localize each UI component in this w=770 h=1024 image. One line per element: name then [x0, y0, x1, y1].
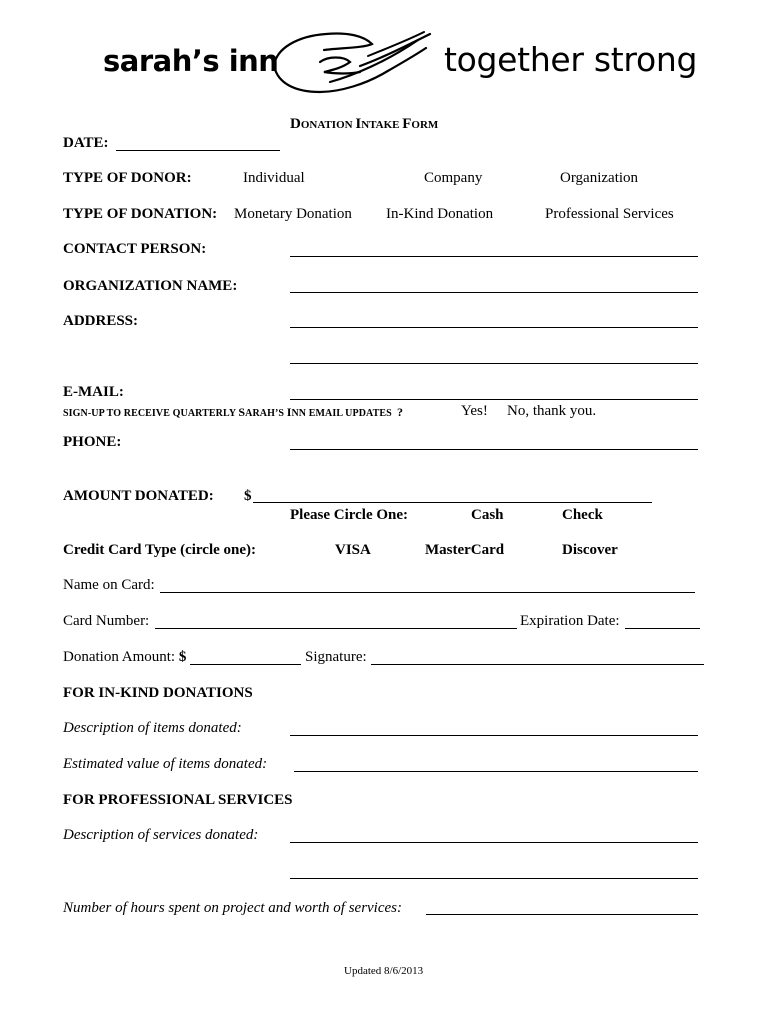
signature-label: Signature: [305, 649, 367, 665]
organization-name-field[interactable] [290, 292, 698, 293]
inkind-description-label: Description of items donated: [63, 720, 242, 736]
signup-option-yes[interactable]: Yes! [461, 403, 488, 419]
phone-label: PHONE: [63, 434, 122, 450]
expiration-date-field[interactable] [625, 628, 700, 629]
donor-option-individual[interactable]: Individual [243, 170, 305, 186]
logo-tagline: together strong [444, 40, 698, 79]
hands-logo-icon [268, 26, 438, 98]
donor-option-company[interactable]: Company [424, 170, 483, 186]
donor-type-label: TYPE OF DONOR: [63, 170, 192, 186]
inkind-description-field[interactable] [290, 735, 698, 736]
signup-option-no[interactable]: No, thank you. [507, 403, 597, 419]
expiration-date-label: Expiration Date: [520, 613, 620, 629]
contact-person-field[interactable] [290, 256, 698, 257]
donor-option-organization[interactable]: Organization [560, 170, 639, 186]
signature-field[interactable] [371, 664, 704, 665]
card-option-discover[interactable]: Discover [562, 542, 618, 558]
hours-worth-field[interactable] [426, 914, 698, 915]
amount-dollar-sign: $ [244, 488, 252, 504]
email-label: E-MAIL: [63, 384, 124, 400]
hours-worth-label: Number of hours spent on project and worth of services: [63, 900, 403, 916]
contact-person-label: CONTACT PERSON: [63, 241, 207, 257]
payment-option-check[interactable]: Check [562, 507, 603, 523]
email-field[interactable] [290, 399, 698, 400]
amount-donated-label: AMOUNT DONATED: [63, 488, 214, 504]
inkind-value-field[interactable] [294, 771, 698, 772]
donation-type-label: TYPE OF DONATION: [63, 206, 218, 222]
credit-card-type-label: Credit Card Type (circle one): [63, 542, 257, 558]
circle-one-label: Please Circle One: [290, 507, 409, 523]
payment-option-cash[interactable]: Cash [471, 507, 504, 523]
inkind-heading: FOR IN-KIND DONATIONS [63, 685, 253, 701]
address-label: ADDRESS: [63, 313, 139, 329]
donation-option-monetary[interactable]: Monetary Donation [234, 206, 352, 222]
date-field[interactable] [116, 150, 280, 151]
date-label: DATE: [63, 135, 109, 151]
services-description-field-line2[interactable] [290, 878, 698, 879]
card-option-mastercard[interactable]: MasterCard [425, 542, 505, 558]
newsletter-signup-label: SIGN-UP TO RECEIVE QUARTERLY SARAH’S INN EMAIL UPDATES ? [63, 405, 404, 419]
form-title: DONATION INTAKE FORM [290, 116, 439, 132]
card-number-label: Card Number: [63, 613, 150, 629]
address-field-line1[interactable] [290, 327, 698, 328]
inkind-value-label: Estimated value of items donated: [63, 756, 268, 772]
card-number-field[interactable] [155, 628, 517, 629]
logo-brand: sarah’s inn [103, 44, 279, 78]
amount-donated-field[interactable] [253, 502, 652, 503]
services-description-field-line1[interactable] [290, 842, 698, 843]
name-on-card-field[interactable] [160, 592, 695, 593]
address-field-line2[interactable] [290, 363, 698, 364]
name-on-card-label: Name on Card: [63, 577, 155, 593]
donation-option-inkind[interactable]: In-Kind Donation [386, 206, 494, 222]
donation-amount-field[interactable] [190, 664, 301, 665]
phone-field[interactable] [290, 449, 698, 450]
donation-option-professional[interactable]: Professional Services [545, 206, 674, 222]
organization-name-label: ORGANIZATION NAME: [63, 278, 238, 294]
card-option-visa[interactable]: VISA [335, 542, 371, 558]
professional-heading: FOR PROFESSIONAL SERVICES [63, 792, 293, 808]
updated-date: Updated 8/6/2013 [344, 965, 424, 977]
services-description-label: Description of services donated: [63, 827, 259, 843]
donation-amount-label: Donation Amount: $ [63, 649, 187, 665]
